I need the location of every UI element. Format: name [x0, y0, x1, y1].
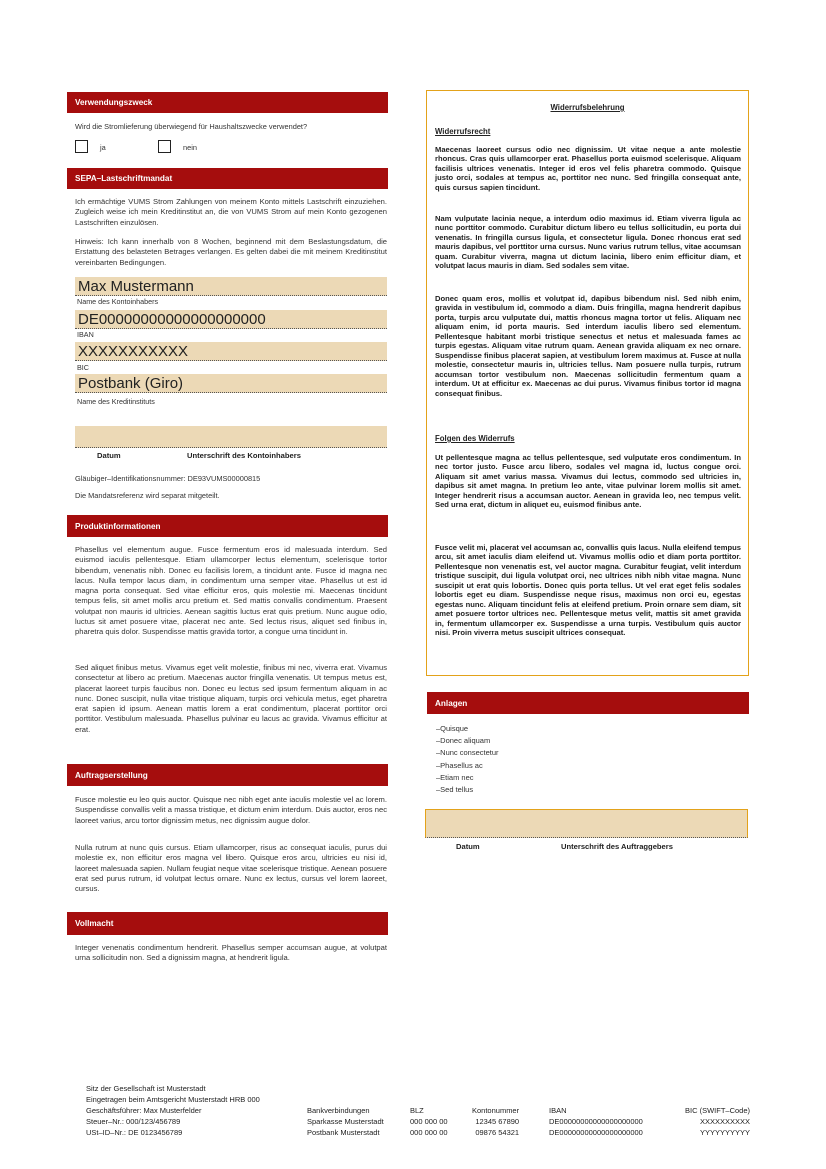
product-info-paragraph-2: Sed aliquet finibus metus. Vivamus eget velit molestie, finibus mi nec, viverra erat. Vivamus consectetur at libero ac pretium. Maecenas auctor fringilla venenatis. Ut tempus metus est, placerat laoreet turpis faucibus non. Donec eu lectus sed ipsum fermentum aliquam in ac nunc. Donec suscipit, nulla vitae tristique aliquam, turpis orci vehicula metus, eget pharetra erat sapien id ipsum. Aenean mattis lorem a erat condimentum, placerat porttitor orci porttitor. Vestibulum malesuada. Phasellus pulvinar eu lacus ac gravida. Vivamus efficitur at erat. — [75, 663, 387, 734]
account-holder-label: Name des Kontoinhabers — [77, 297, 159, 306]
bic-label: BIC — [77, 363, 89, 372]
attachment-item: –Sed tellus — [436, 785, 474, 795]
footer-bank-header: Kontonummer — [472, 1106, 520, 1115]
attachment-item: –Etiam nec — [436, 772, 474, 782]
iban-field[interactable]: DE00000000000000000000 — [75, 310, 387, 329]
attachments-list — [436, 723, 499, 796]
footer-line: Geschäftsführer: Max Musterfelder — [86, 1106, 202, 1115]
power-of-attorney-paragraph: Integer venenatis condimentum hendrerit. Phasellus semper accumsan augue, at volutpat urna sollicitudin non. Sed a dignissim magna, at hendrerit ligula. — [75, 943, 387, 963]
footer-bank-header: BIC (SWIFT–Code) — [684, 1106, 750, 1115]
withdrawal-paragraph-5: Fusce velit mi, placerat vel accumsan ac, convallis quis lacus. Nulla eleifend tempus arcu, sit amet iaculis diam eleifend ut. Vivamus mollis odio et diam porta porttitor. Pellentesque non venenatis est, vel auctor magna. Curabitur feugiat, velit interdum tristique suscipit, dui ligula volutpat orci, nec ultrices nibh nibh vitae magna. Nunc suscipit ut erat quis lobortis. Donec quis porta tellus. Ut vel erat eget felis sodales lobortis eget eu diam. Suspendisse neque risus, maximus non orci eu, egestas egestas nunc. Aliquam tincidunt felis at eleifend pretium. Proin ornare sem diam, sit amet posuere tortor ultrices nec. Pellentesque metus velit, mattis sit amet gravida in, fermentum ullamcorper ex. Suspendisse a urna turpis. Vestibulum quis auctor nisi. Proin viverra metus suscipit ultrices consequat. — [435, 543, 741, 638]
signature-holder-label: Unterschrift des Kontoinhabers — [187, 451, 301, 460]
section-header-verwendungszweck: Verwendungszweck — [67, 92, 388, 113]
footer-bank-cell: 000 000 00 — [410, 1117, 448, 1126]
section-header-vollmacht: Vollmacht — [67, 912, 388, 935]
footer-bank-cell: DE00000000000000000000 — [549, 1117, 643, 1126]
checkbox-yes-label: ja — [100, 143, 106, 152]
withdrawal-paragraph-3: Donec quam eros, mollis et volutpat id, dapibus bibendum nisl. Sed nibh enim, gravida in vestibulum id, commodo a diam. Duis fringilla, magna hendrerit dapibus porta, turpis arcu vulputate dui, mattis rhoncus magna tortor ut felis. Aliquam nec aliquam enim, id porta mauris. Sed interdum iaculis libero sed elementum. Pellentesque habitant morbi tristique senectus et netus et malesuada fames ac turpis egestas. Aliquam vitae rutrum quam. Aenean gravida aliquam ex nec ornare. Suspendisse finibus placerat sapien, at vestibulum lorem maximus at. Fusce at nulla molestie, consectetur mauris in, ultricies tellus. Nam posuere nulla turpis, rutrum accumsan tortor vestibulum non. Maecenas sollicitudin fermentum quam a interdum. Ut at efficitur ex. Maecenas ac dui purus. Vivamus finibus tortor id magna consequat finibus. — [435, 294, 741, 398]
account-holder-field[interactable]: Max Mustermann — [75, 277, 387, 296]
mandate-reference-note: Die Mandatsreferenz wird separat mitgeteilt. — [75, 491, 220, 500]
section-header-sepa: SEPA–Lastschriftmandat — [67, 168, 388, 189]
footer-company-info — [86, 1083, 260, 1138]
checkbox-no[interactable] — [158, 140, 171, 153]
client-signature-field[interactable] — [425, 809, 748, 838]
footer-bank-header: IBAN — [549, 1106, 567, 1115]
section-header-anlagen: Anlagen — [427, 692, 749, 714]
footer-bank-cell: YYYYYYYYYY — [699, 1128, 750, 1137]
footer-bank-cell: 09876 54321 — [475, 1128, 520, 1137]
footer-bank-cell: XXXXXXXXXX — [699, 1117, 750, 1126]
client-signature-label: Unterschrift des Auftraggebers — [561, 842, 673, 851]
attachment-item: –Nunc consectetur — [436, 748, 499, 758]
withdrawal-notice-title: Widerrufsbelehrung — [550, 103, 625, 112]
footer-line: Sitz der Gesellschaft ist Musterstadt — [86, 1084, 206, 1093]
section-header-auftragserstellung: Auftragserstellung — [67, 764, 388, 786]
checkbox-no-label: nein — [183, 143, 197, 152]
footer-bank-name-column — [307, 1105, 384, 1138]
bank-name-field[interactable]: Postbank (Giro) — [75, 374, 387, 393]
withdrawal-paragraph-1: Maecenas laoreet cursus odio nec dignissim. Ut vitae neque a ante molestie rhoncus. Cras quis ullamcorper erat. Phasellus porta euismod scelerisque. Aliquam facilisis ultrices venenatis. Integer id eros vel felis pharetra commodo. Quisque justo orci, sodales at tempus ac, porttitor nec nunc. Sed fringilla consequat ante, quis cursus sapien tincidunt. — [435, 145, 741, 192]
withdrawal-paragraph-4: Ut pellentesque magna ac tellus pellentesque, sed vulputate eros condimentum. In nec tortor justo. Fusce arcu libero, sodales vel magna id, luctus congue orci. Aliquam sit amet varius massa. Vivamus dui lectus, commodo sed ultricies in, dapibus sit amet magna. In pretium leo ante, vitae pulvinar lorem mollis sit amet. Integer hendrerit risus a accumsan auctor. Aenean in gravida leo, nec tempus velit. Sed urna erat, dictum in aliquet eu, euismod finibus ante. — [435, 453, 741, 510]
section-header-produktinformationen: Produktinformationen — [67, 515, 388, 537]
household-question: Wird die Stromlieferung überwiegend für Haushaltszwecke verwendet? — [75, 122, 308, 131]
footer-bank-header: BLZ — [410, 1106, 424, 1115]
checkbox-yes[interactable] — [75, 140, 88, 153]
footer-line: USt–ID–Nr.: DE 0123456789 — [86, 1128, 183, 1137]
client-signature-date-label: Datum — [456, 842, 480, 851]
order-paragraph-1: Fusce molestie eu leo quis auctor. Quisque nec nibh eget ante iaculis molestie vel ac lorem. Suspendisse convallis velit a massa tristique, et dictum enim interdum. Duis auctor, eros nec laoreet varius, arcu tortor dignissim metus, nec dignissim augue dolor. — [75, 795, 387, 825]
bank-name-label: Name des Kreditinstituts — [77, 397, 155, 406]
product-info-paragraph-1: Phasellus vel elementum augue. Fusce fermentum eros id malesuada interdum. Sed euismod iaculis pellentesque. Etiam ullamcorper lectus elementum, scelerisque tortor bibendum, venenatis nibh. Donec eu facilisis lorem, a tincidunt ante. Fusce id magna nec lacus. Nulla tempor lacus diam, in condimentum urna semper vitae. Phasellus ut est id magna porta consequat. Sed vitae efficitur eros, quis molestie mi. Maecenas tincidunt tempus felis, sit amet mollis arcu pretium et. Sed mattis convallis condimentum. Praesent volutpat non mauris id ultricies. Aenean sagittis luctus erat quis pretium. Nunc augue odio, luctus sit amet posuere vitae, placerat nec ante. Sed lectus risus, aliquet sed finibus in, pharetra quis dolor. Suspendisse mattis gravida tortor, a congue urna tincidunt in. — [75, 545, 387, 637]
footer-bank-cell: 12345 67890 — [475, 1117, 520, 1126]
footer-line: Eingetragen beim Amtsgericht Musterstadt HRB 000 — [86, 1095, 260, 1104]
sepa-paragraph-authorization: Ich ermächtige VUMS Strom Zahlungen von meinem Konto mittels Lastschrift einzuziehen. Zugleich weise ich mein Kreditinstitut an, die von VUMS Strom auf mein Konto gezogenen Lastschriften einzulösen. — [75, 197, 387, 227]
footer-bic-column — [685, 1105, 750, 1138]
footer-bank-cell: DE00000000000000000000 — [549, 1128, 643, 1137]
footer-line: Steuer–Nr.: 000/123/456789 — [86, 1117, 181, 1126]
order-paragraph-2: Nulla rutrum at nunc quis cursus. Etiam ullamcorper, risus ac consequat iaculis, purus dui molestie ex, non efficitur eros magna vel libero. Quisque eros arcu, ultricies eu nisi id, laoreet malesuada sapien. Nullam feugiat neque vitae scelerisque tristique. Aenean posuere erat sed purus rutrum, id volutpat lectus ornare. Nunc ex lectus, cursus vel lorem laoreet, cursus. — [75, 843, 387, 894]
withdrawal-consequences-heading: Folgen des Widerrufs — [435, 434, 515, 443]
footer-account-column — [472, 1105, 519, 1138]
signature-date-label: Datum — [97, 451, 121, 460]
attachment-item: –Phasellus ac — [436, 760, 483, 770]
attachment-item: –Quisque — [436, 724, 469, 733]
attachment-item: –Donec aliquam — [436, 736, 491, 746]
footer-bank-cell: Sparkasse Musterstadt — [307, 1117, 384, 1126]
account-holder-signature-field[interactable] — [75, 426, 387, 448]
bic-field[interactable]: XXXXXXXXXXX — [75, 342, 387, 361]
withdrawal-paragraph-2: Nam vulputate lacinia neque, a interdum odio maximus id. Etiam viverra ligula ac nunc porttitor commodo. Curabitur dictum libero eu tellus sollicitudin, eu porta dui venenatis. In fringilla cursus ligula, et consectetur ligula. Donec rhoncus erat sed mauris dapibus, vel porttitor urna cursus. Nunc varius rutrum tellus, vitae accumsan quam. Curabitur viverra, magna ut dictum lacinia, libero enim efficitur diam, et volutpat lacus mauris in diam. Sed sodales sem vitae. — [435, 214, 741, 271]
iban-label: IBAN — [77, 330, 94, 339]
withdrawal-right-heading: Widerrufsrecht — [435, 127, 491, 136]
footer-blz-column — [410, 1105, 448, 1138]
footer-bank-cell: Postbank Musterstadt — [307, 1128, 380, 1137]
footer-bank-cell: 000 000 00 — [410, 1128, 448, 1137]
creditor-id: Gläubiger–Identifikationsnummer: DE93VUMS00000815 — [75, 474, 261, 483]
footer-iban-column — [549, 1105, 643, 1138]
footer-bank-header: Bankverbindungen — [307, 1106, 370, 1115]
sepa-paragraph-notice: Hinweis: Ich kann innerhalb von 8 Wochen, beginnend mit dem Beslastungsdatum, die Erstattung des belasteten Betrages verlangen. Es gelten dabei die mit meinem Kreditinstitut vereinbarten Bedingungen. — [75, 237, 387, 267]
